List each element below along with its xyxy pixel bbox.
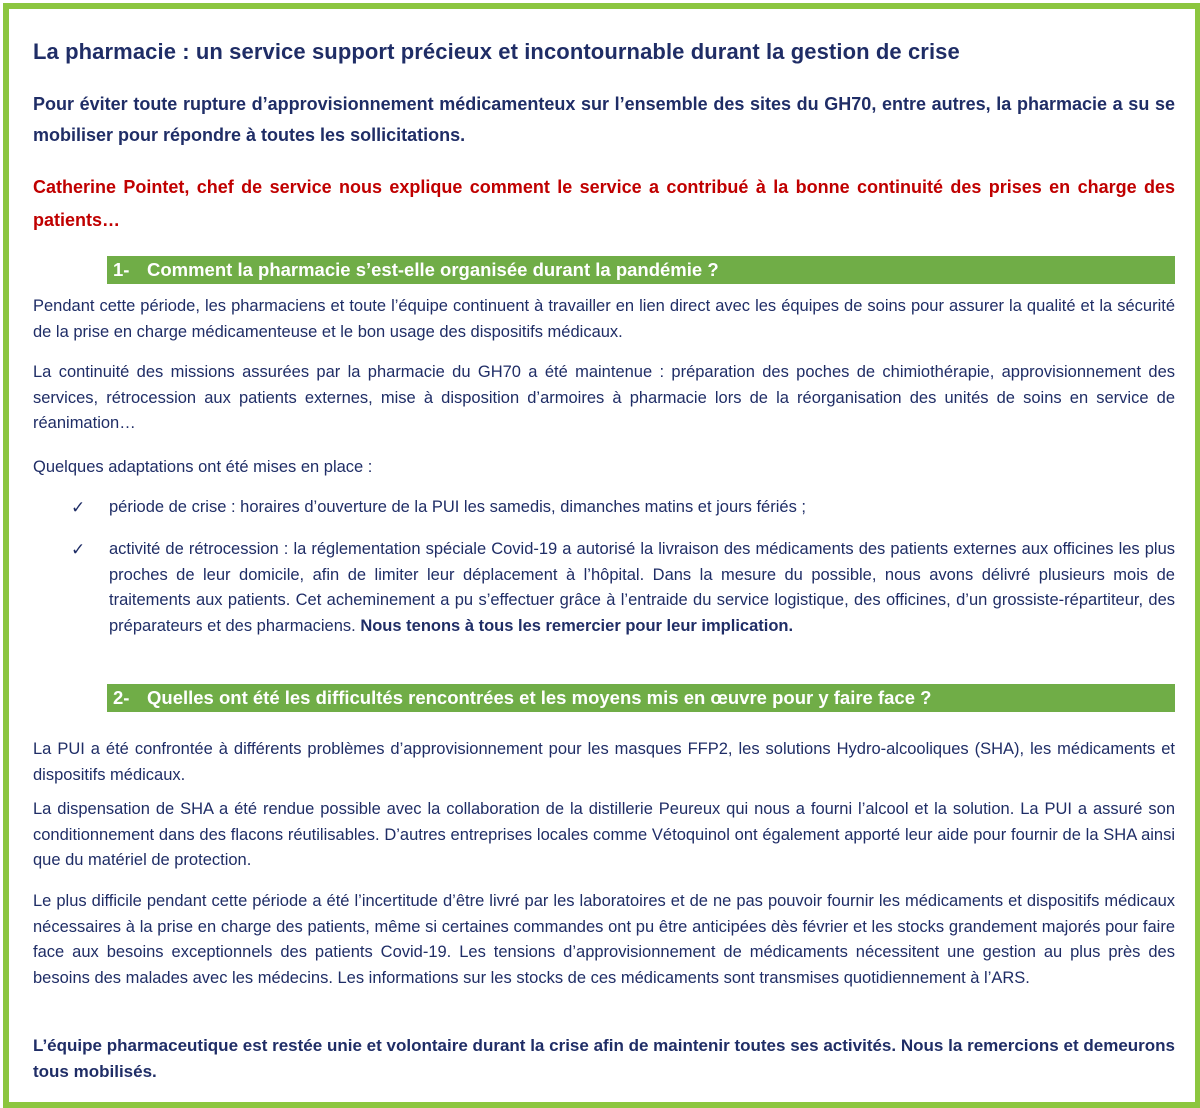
section-1-paragraph-2: La continuité des missions assurées par la pharmacie du GH70 a été maintenue : préparation des poches de chimiothérapie, approvisionnement des services, rétrocession aux patients externes, mise à disposition d’armoires à pharmacie lors de la réorganisation des unités de soins en service de réanimation…: [33, 363, 1175, 432]
section-1-heading-bar: [107, 256, 1175, 284]
checkmark-icon: ✓: [71, 498, 86, 517]
intro-paragraph: Pour éviter toute rupture d’approvisionnement médicamenteux sur l’ensemble des sites du GH70, entre autres, la pharmacie a su se mobiliser pour répondre à toutes les sollicitations.: [33, 94, 1175, 145]
section-2-paragraph-3: Le plus difficile pendant cette période a été l’incertitude d’être livré par les laboratoires et de ne pas pouvoir fournir les médicaments et dispositifs médicaux nécessaires à la prise en charge des patients, même si certaines commandes ont pu être anticipées dès février et les stocks grandement majorés pour faire face aux besoins exceptionnels des patients Covid-19. Les tensions d’approvisionnement de médicaments nécessitent une gestion au plus près des besoins des malades avec les médecins. Les informations sur les stocks de ces médicaments sont transmises quotidiennement à l’ARS.: [33, 892, 1175, 987]
article-title: La pharmacie : un service support précieux et incontournable durant la gestion de crise: [33, 39, 960, 64]
section-2-paragraph-2: La dispensation de SHA a été rendue possible avec la collaboration de la distillerie Peureux qui nous a fourni l’alcool et la solution. La PUI a assuré son conditionnement dans des flacons réutilisables. D’autres entreprises locales comme Vétoquinol ont également apporté leur aide pour fournir de la SHA ainsi que du matériel de protection.: [33, 800, 1175, 869]
lead-paragraph: Catherine Pointet, chef de service nous explique comment le service a contribué à la bonne continuité des prises en charge des patients…: [33, 177, 1175, 230]
section-2-heading: Quelles ont été les difficultés rencontrées et les moyens mis en œuvre pour y faire face ?: [147, 687, 932, 708]
section-1-paragraph-3: Quelques adaptations ont été mises en place :: [33, 458, 373, 476]
article-frame: [3, 3, 1200, 1108]
section-1-heading: Comment la pharmacie s’est-elle organisée durant la pandémie ?: [147, 259, 719, 280]
checkmark-icon: ✓: [71, 540, 86, 559]
section-2-paragraph-1: La PUI a été confrontée à différents problèmes d’approvisionnement pour les masques FFP2, les solutions Hydro-alcooliques (SHA), les médicaments et dispositifs médicaux.: [33, 740, 1175, 784]
section-2-heading-bar: [107, 684, 1175, 712]
section-1-paragraph-1: Pendant cette période, les pharmaciens et toute l’équipe continuent à travailler en lien direct avec les équipes de soins pour assurer la qualité et la sécurité de la prise en charge médicamenteuse et le bon usage des dispositifs médicaux.: [33, 297, 1175, 341]
closing-paragraph: L’équipe pharmaceutique est restée unie et volontaire durant la crise afin de maintenir toutes ses activités. Nous la remercions et demeurons tous mobilisés.: [33, 1036, 1175, 1081]
check-list-item-2-thanks: Nous tenons à tous les remercier pour leur implication.: [360, 616, 794, 635]
section-2-number: 2-: [113, 687, 130, 708]
check-list-item-1-text: période de crise : horaires d’ouverture de la PUI les samedis, dimanches matins et jours fériés ;: [109, 498, 806, 516]
check-list-item-2-body: activité de rétrocession : la réglementation spéciale Covid-19 a autorisé la livraison des médicaments des patients externes aux officines les plus proches de leur domicile, afin de limiter leur déplacement à l’hôpital. Dans la mesure du possible, nous avons délivré plusieurs mois de traitements aux patients. Cet acheminement a pu s’effectuer grâce à l’entraide du service logistique, des officines, d’un grossiste-répartiteur, des préparateurs et des pharmaciens.: [109, 540, 1175, 635]
check-list-item-2-text: [109, 537, 1175, 639]
section-1-number: 1-: [113, 259, 130, 280]
